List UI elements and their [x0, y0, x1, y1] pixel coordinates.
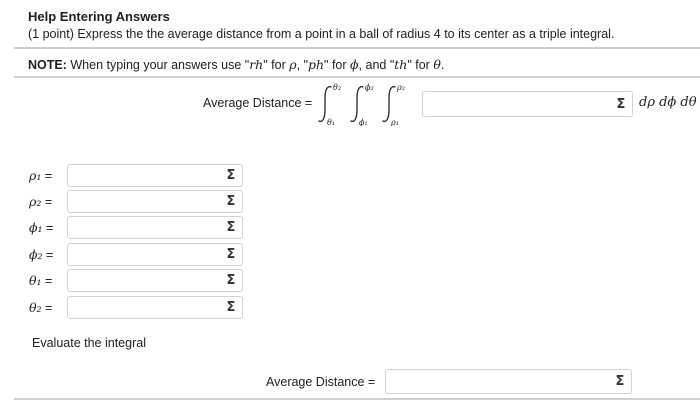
equals-sign: = [41, 274, 53, 288]
average-distance-answer-field[interactable] [385, 369, 632, 394]
note-rho: ρ [289, 57, 297, 72]
middle-lower-limit: ϕ₁ [359, 118, 368, 126]
integrand-input[interactable] [423, 92, 608, 116]
note-text: , " [296, 58, 308, 72]
rho2-input[interactable] [68, 191, 218, 212]
inner-lower-limit: ρ₁ [391, 118, 399, 126]
triple-integral [318, 82, 418, 126]
equals-sign: = [41, 195, 53, 209]
rho1-input[interactable] [68, 165, 218, 186]
problem-statement: (1 point) Express the the average distance from a point in a ball of radius 4 to its center as a triple integral. [28, 27, 615, 41]
phi1-label [29, 220, 67, 235]
divider [14, 398, 700, 400]
note-text: " for [324, 58, 351, 72]
sigma-icon[interactable]: Σ [226, 247, 236, 262]
integral-sign-middle [351, 87, 363, 122]
integral-sign-inner [383, 87, 395, 122]
note-text: . [440, 58, 445, 72]
note-text: " for [407, 58, 434, 72]
bound-symbol: ϕ₁ [29, 220, 43, 235]
sigma-icon[interactable]: Σ [226, 300, 236, 315]
bound-symbol: ρ₂ [29, 194, 42, 209]
note-text: , and " [358, 58, 395, 72]
equals-sign: = [42, 221, 54, 235]
note-label: NOTE: [28, 58, 67, 72]
note-phi: ϕ [350, 57, 359, 72]
rho1-label [29, 168, 67, 183]
outer-upper-limit: θ₂ [333, 83, 342, 92]
bound-symbol: ϕ₂ [29, 247, 43, 262]
phi2-input[interactable] [68, 244, 218, 265]
note-text: When typing your answers use " [66, 58, 250, 72]
phi1-field[interactable] [67, 216, 243, 239]
note-rh: rh [249, 57, 264, 72]
rho1-field[interactable] [67, 164, 243, 187]
note-th: th [394, 57, 408, 72]
theta2-field[interactable] [67, 296, 243, 319]
equals-sign: = [41, 169, 53, 183]
differentials: dρ dϕ dθ [639, 95, 697, 110]
equals-sign: = [42, 248, 54, 262]
note-line [28, 57, 444, 72]
phi2-label [29, 247, 67, 262]
bound-symbol: θ₂ [29, 300, 42, 315]
theta2-input[interactable] [68, 297, 218, 318]
integral-sign-outer [319, 87, 331, 122]
integrand-field[interactable] [422, 91, 633, 117]
theta1-label [29, 273, 67, 288]
sigma-icon[interactable]: Σ [615, 374, 625, 389]
phi2-field[interactable] [67, 243, 243, 266]
rho2-label [29, 194, 67, 209]
average-distance-label: Average Distance = [203, 96, 313, 110]
middle-upper-limit: ϕ₂ [365, 83, 374, 92]
note-ph: ph [307, 57, 325, 72]
sigma-icon[interactable]: Σ [226, 194, 236, 209]
page-title: Help Entering Answers [28, 9, 170, 24]
sigma-icon[interactable]: Σ [226, 220, 236, 235]
note-theta: θ [433, 57, 441, 72]
average-distance-input[interactable] [386, 370, 607, 393]
bound-symbol: θ₁ [29, 273, 42, 288]
bound-symbol: ρ₁ [29, 168, 42, 183]
note-text: " for [263, 58, 290, 72]
outer-lower-limit: θ₁ [327, 118, 336, 126]
rho2-field[interactable] [67, 190, 243, 213]
phi1-input[interactable] [68, 217, 218, 238]
divider [14, 76, 700, 78]
theta1-field[interactable] [67, 269, 243, 292]
theta2-label [29, 300, 67, 315]
sigma-icon[interactable]: Σ [226, 168, 236, 183]
inner-upper-limit: ρ₂ [397, 83, 405, 92]
evaluate-label: Evaluate the integral [32, 336, 146, 350]
theta1-input[interactable] [68, 270, 218, 291]
equals-sign: = [41, 301, 53, 315]
average-distance-answer-label: Average Distance = [266, 375, 376, 389]
sigma-icon[interactable]: Σ [616, 96, 626, 112]
sigma-icon[interactable]: Σ [226, 273, 236, 288]
divider [14, 47, 700, 49]
